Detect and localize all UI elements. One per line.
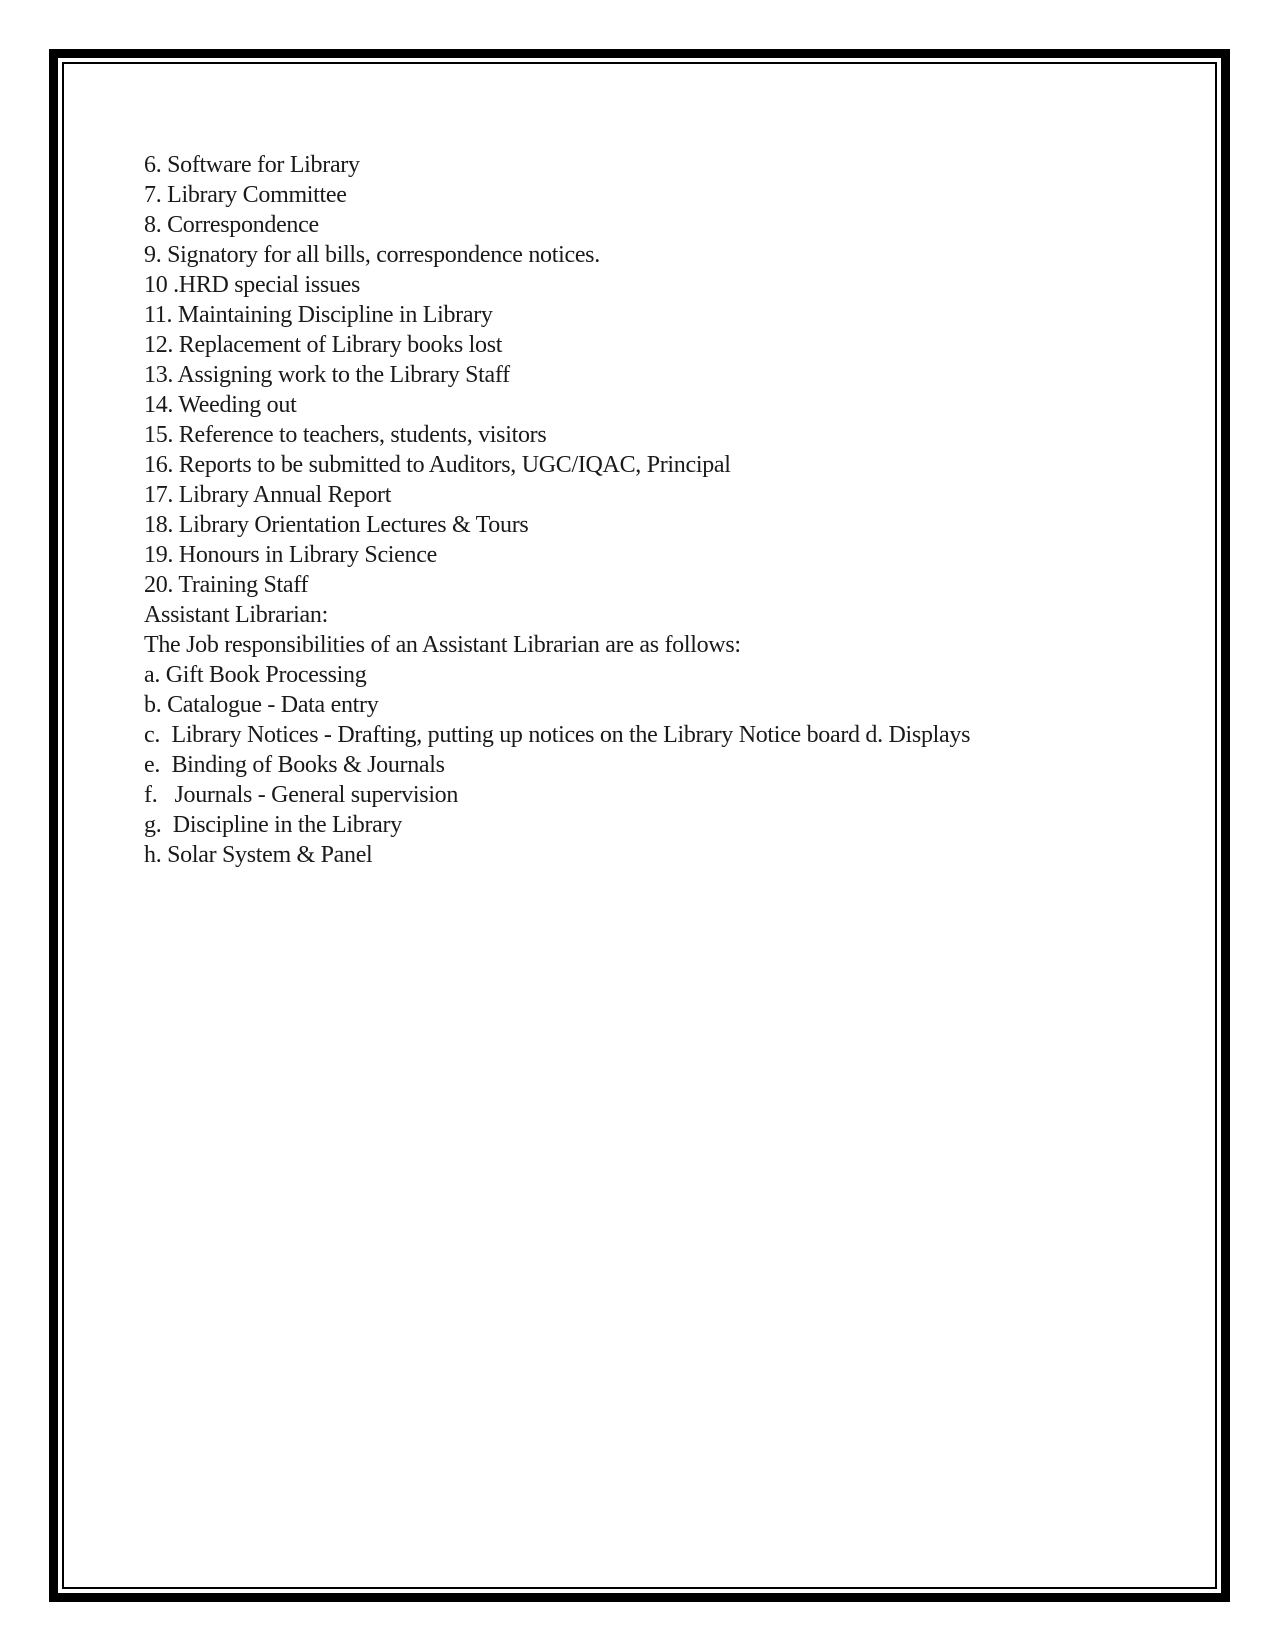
duty-item-16: 16. Reports to be submitted to Auditors, UGC/IQAC, Principal [144,452,731,478]
duty-item-20: 20. Training Staff [144,572,309,598]
page-border-frame [49,49,1230,1602]
duty-item-11: 11. Maintaining Discipline in Library [144,302,493,328]
responsibility-item-g: g. Discipline in the Library [144,812,402,838]
responsibility-item-b: b. Catalogue - Data entry [144,692,379,718]
responsibility-item-c: c. Library Notices - Drafting, putting up notices on the Library Notice board d. Displays [144,722,971,748]
duty-item-12: 12. Replacement of Library books lost [144,332,503,358]
responsibility-item-e: e. Binding of Books & Journals [144,752,445,778]
assistant-librarian-heading: Assistant Librarian: [144,602,328,628]
page-border-inner-line [62,62,1217,1589]
responsibility-item-f: f. Journals - General supervision [144,782,459,808]
duty-item-10: 10 .HRD special issues [144,272,361,298]
duty-item-19: 19. Honours in Library Science [144,542,437,568]
duty-item-6: 6. Software for Library [144,152,360,178]
responsibility-item-h: h. Solar System & Panel [144,842,373,868]
duty-item-14: 14. Weeding out [144,392,297,418]
duty-item-13: 13. Assigning work to the Library Staff [144,362,510,388]
duty-item-9: 9. Signatory for all bills, correspondence notices. [144,242,600,268]
duty-item-18: 18. Library Orientation Lectures & Tours [144,512,529,538]
duty-item-17: 17. Library Annual Report [144,482,392,508]
duty-item-8: 8. Correspondence [144,212,319,238]
document-content [64,64,1215,870]
duty-item-7: 7. Library Committee [144,182,347,208]
assistant-librarian-intro: The Job responsibilities of an Assistant Librarian are as follows: [144,632,741,658]
responsibility-item-a: a. Gift Book Processing [144,662,367,688]
duty-item-15: 15. Reference to teachers, students, visitors [144,422,547,448]
